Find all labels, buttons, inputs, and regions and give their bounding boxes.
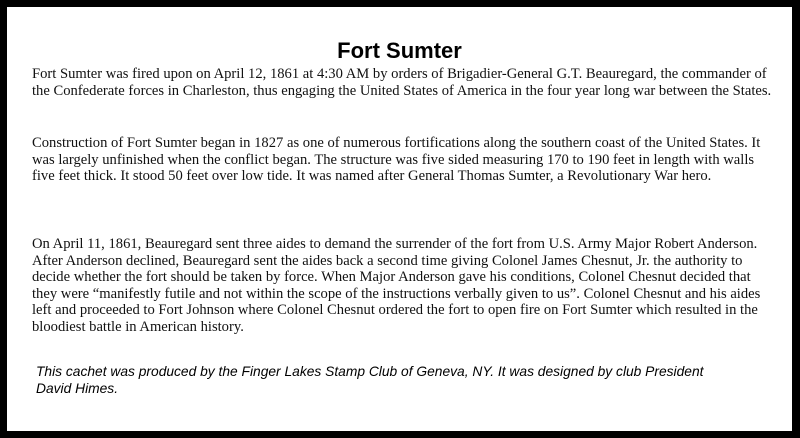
paragraph-bombardment: Fort Sumter was fired upon on April 12, 1861 at 4:30 AM by orders of Brigadier-General G.T. Beauregard, the commander of the Confederate forces in Charleston, thus engaging the United States of America in the four year long war between the States. bbox=[32, 66, 772, 99]
cachet-card bbox=[7, 7, 792, 431]
paragraph-negotiations: On April 11, 1861, Beauregard sent three aides to demand the surrender of the fort from U.S. Army Major Robert Anderson. After Anderson declined, Beauregard sent the aides back a second time giving Colonel James Chesnut, Jr. the authority to decide whether the fort should be taken by force. When Major Anderson gave his conditions, Colonel Chesnut decided that they were “manifestly futile and not within the scope of the instructions verbally given to us”. Colonel Chesnut and his aides left and proceeded to Fort Johnson where Colonel Chesnut ordered the fort to open fire on Fort Sumter which resulted in the bloodiest battle in American history. bbox=[32, 236, 761, 335]
cachet-credit-note: This cachet was produced by the Finger Lakes Stamp Club of Geneva, NY. It was designed by club President David Himes. bbox=[36, 364, 704, 396]
page-title: Fort Sumter bbox=[337, 38, 462, 63]
paragraph-construction: Construction of Fort Sumter began in 1827 as one of numerous fortifications along the southern coast of the United States. It was largely unfinished when the conflict began. The structure was five sided measuring 170 to 190 feet in length with walls five feet thick. It stood 50 feet over low tide. It was named after General Thomas Sumter, a Revolutionary War hero. bbox=[32, 135, 761, 184]
